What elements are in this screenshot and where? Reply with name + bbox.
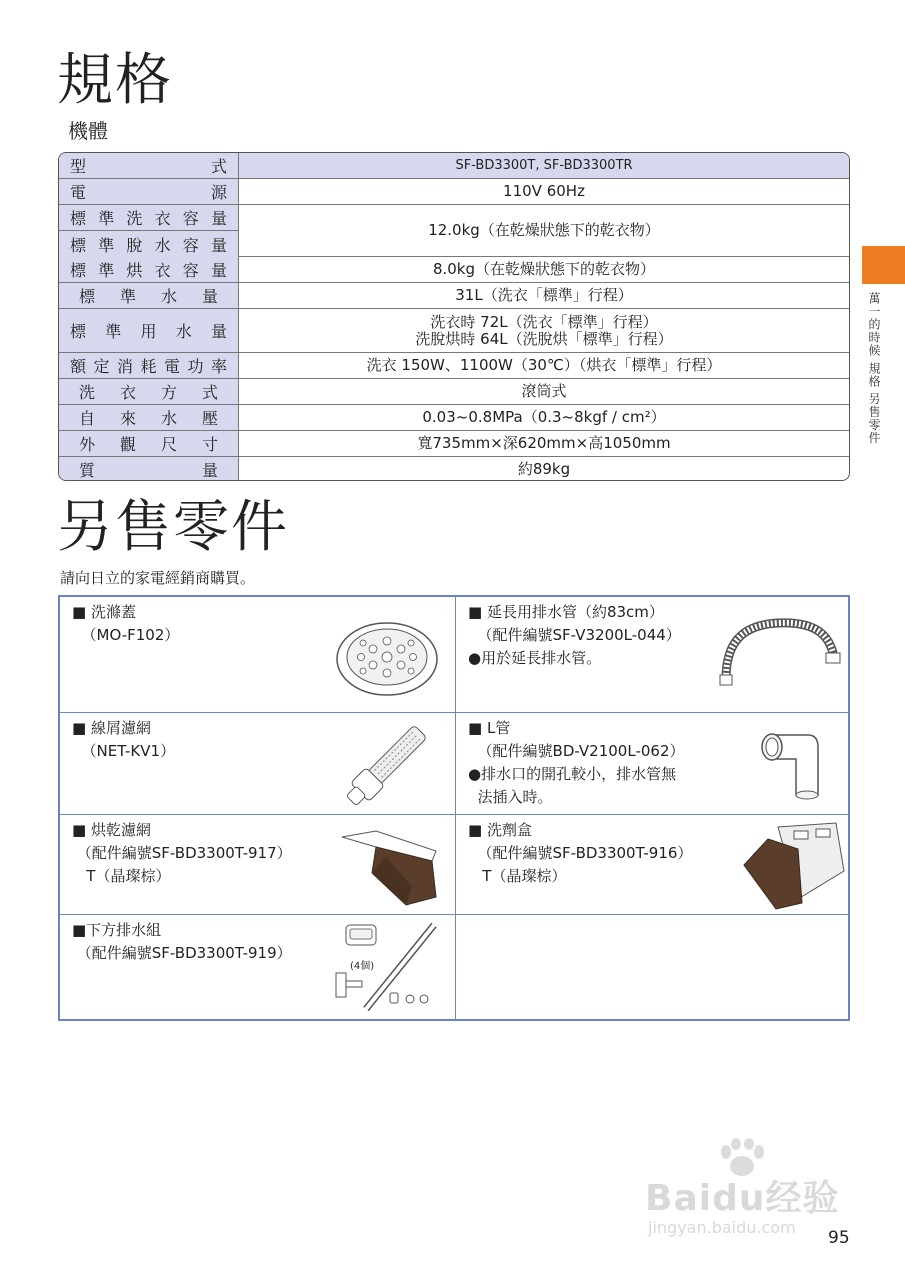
spec-label: 標準烘衣容量 xyxy=(59,257,239,282)
watermark-url: jingyan.baidu.com xyxy=(648,1218,796,1237)
lint-filter-illustration xyxy=(338,719,438,809)
spec-row xyxy=(59,405,849,431)
detergent-box-illustration xyxy=(738,819,848,911)
l-pipe-illustration xyxy=(752,725,822,805)
spec-value: 洗衣 150W、1100W（30℃）（烘衣「標準」行程） xyxy=(366,356,722,374)
part-cell-l-pipe xyxy=(456,713,850,815)
spec-row xyxy=(59,431,849,457)
spec-label: 自來水壓 xyxy=(59,405,239,430)
part-description: ■ 延長用排水管（約83cm） （配件編號SF-V3200L-044） ●用於延長排水管。 xyxy=(468,603,681,667)
spec-value: 約89kg xyxy=(517,460,571,478)
part-cell-lint-filter xyxy=(60,713,456,815)
watermark-logo: Baidu经验 xyxy=(645,1178,840,1219)
part-description: ■下方排水組 （配件編號SF-BD3300T-919） xyxy=(72,921,292,962)
spec-label: 外觀尺寸 xyxy=(59,431,239,456)
part-description: ■ 洗劑盒 （配件編號SF-BD3300T-916） T（晶璨棕） xyxy=(468,821,693,885)
part-cell-empty xyxy=(456,915,850,1021)
wash-cover-illustration xyxy=(335,617,439,697)
section-heading: 機體 xyxy=(68,119,108,143)
spec-row xyxy=(59,379,849,405)
part-description: ■ 烘乾濾網 （配件編號SF-BD3300T-917） T（晶璨棕） xyxy=(72,821,292,885)
part-cell-dryer-filter xyxy=(60,815,456,915)
part-cell-lower-drain-set xyxy=(60,915,456,1021)
side-tab-label: 萬一的時候 規格 另售零件 xyxy=(867,292,881,445)
spec-row xyxy=(59,353,849,379)
spec-label: 質量 xyxy=(59,457,239,481)
spec-value-line: 洗衣時 72L（洗衣「標準」行程） xyxy=(430,312,658,331)
spec-value: 0.03~0.8MPa（0.3~8kgf / cm²） xyxy=(422,408,666,426)
parts-title: 另售零件 xyxy=(57,495,289,560)
spec-value: 110V 60Hz xyxy=(503,182,585,200)
spec-label: 型式 xyxy=(59,153,239,178)
page-number: 95 xyxy=(828,1228,850,1248)
spec-row xyxy=(59,309,849,353)
spec-value: SF-BD3300T, SF-BD3300TR xyxy=(239,153,849,178)
part-cell-wash-cover xyxy=(60,597,456,713)
spec-table xyxy=(58,152,850,481)
part-cell-detergent-box xyxy=(456,815,850,915)
spec-row xyxy=(59,283,849,309)
extension-hose-illustration xyxy=(718,617,848,689)
spec-value: 滾筒式 xyxy=(521,382,567,400)
spec-row xyxy=(59,205,849,257)
part-description: ■ L管 （配件編號BD-V2100L-062） ●排水口的開孔較小，排水管無 法插入時。 xyxy=(468,719,685,806)
part-cell-extension-hose xyxy=(456,597,850,713)
side-tab-marker xyxy=(862,246,905,284)
spec-label: 標準水量 xyxy=(59,283,239,308)
spec-row xyxy=(59,257,849,283)
spec-value: 寬735mm×深620mm×高1050mm xyxy=(417,434,671,452)
spec-label: 電源 xyxy=(59,179,239,204)
spec-label: 標準用水量 xyxy=(59,309,239,352)
spec-value: 31L（洗衣「標準」行程） xyxy=(455,286,633,304)
parts-grid xyxy=(58,595,850,1021)
lower-drain-set-illustration xyxy=(328,921,448,1015)
spec-label: 標準洗衣容量 xyxy=(59,205,239,231)
spec-label: 洗衣方式 xyxy=(59,379,239,404)
spec-row xyxy=(59,153,849,179)
drain-set-note: (4個) xyxy=(350,961,375,972)
spec-value: 12.0kg（在乾燥狀態下的乾衣物） xyxy=(428,221,660,239)
spec-label: 額定消耗電功率 xyxy=(59,353,239,378)
spec-value-line: 洗脫烘時 64L（洗脫烘「標準」行程） xyxy=(415,329,673,348)
spec-row xyxy=(59,457,849,481)
part-description: ■ 洗滌蓋 （MO-F102） xyxy=(72,603,180,644)
dryer-filter-illustration xyxy=(336,827,444,907)
page-title: 規格 xyxy=(57,48,173,113)
spec-value xyxy=(239,309,849,352)
spec-value: 8.0kg（在乾燥狀態下的乾衣物） xyxy=(432,260,656,278)
parts-intro: 請向日立的家電經銷商購買。 xyxy=(60,569,256,587)
spec-label: 標準脫水容量 xyxy=(59,231,239,257)
part-description: ■ 線屑濾網 （NET-KV1） xyxy=(72,719,176,760)
spec-row xyxy=(59,179,849,205)
